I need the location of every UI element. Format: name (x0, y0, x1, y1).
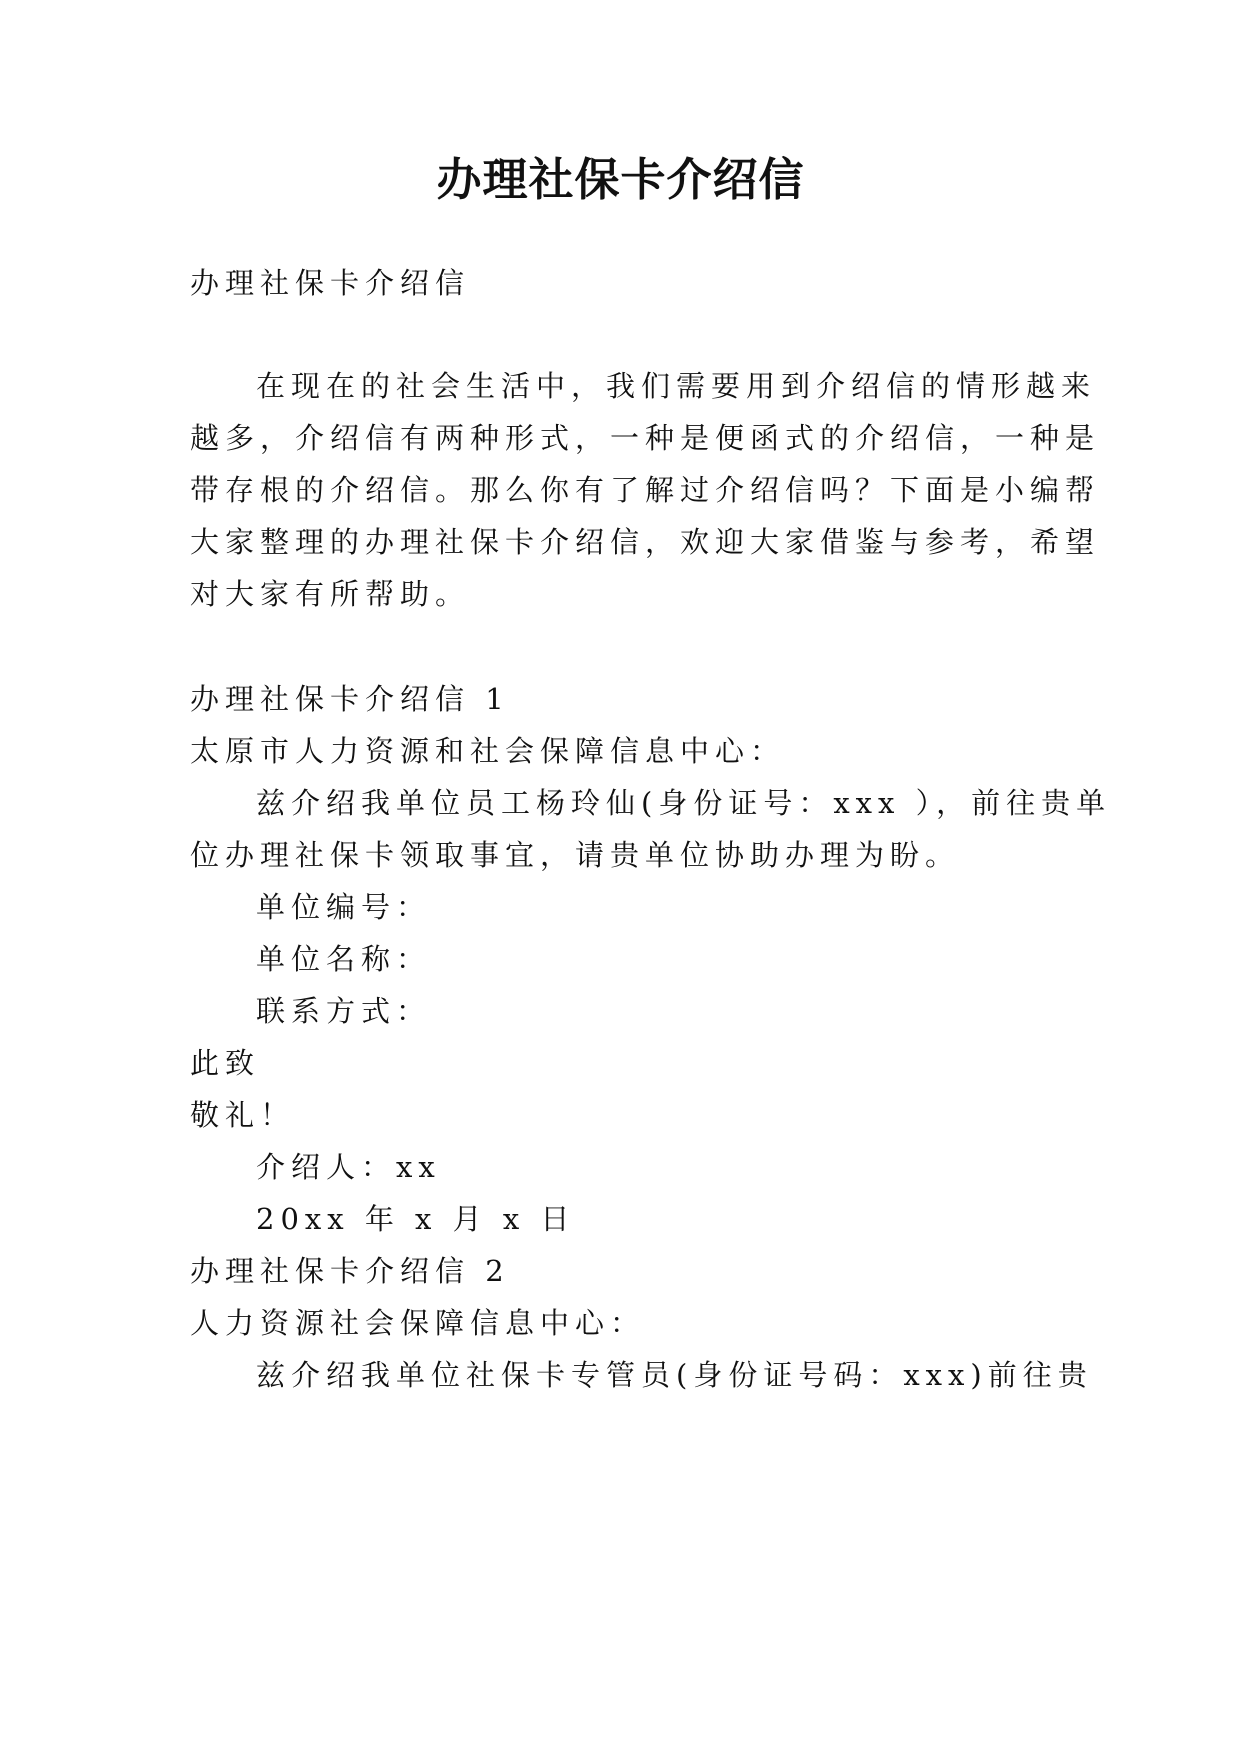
document-title: 办理社保卡介绍信 (436, 153, 805, 206)
letter1-unit-code: 单位编号： (256, 890, 432, 924)
letter1-recipient: 太原市人力资源和社会保障信息中心： (190, 734, 786, 768)
letter1-body-line-1: 兹介绍我单位员工杨玲仙(身份证号：xxx ），前往贵单 (256, 786, 1112, 820)
letter1-heading: 办理社保卡介绍信 1 (190, 682, 510, 716)
letter1-closing-2: 敬礼！ (190, 1098, 296, 1132)
intro-line-3: 带存根的介绍信。那么你有了解过介绍信吗？下面是小编帮 (190, 473, 1101, 507)
intro-line-1: 在现在的社会生活中，我们需要用到介绍信的情形越来 (256, 369, 1097, 403)
letter1-unit-name: 单位名称： (256, 942, 432, 976)
letter2-recipient: 人力资源社会保障信息中心： (190, 1306, 646, 1340)
letter1-body-line-2: 位办理社保卡领取事宜，请贵单位协助办理为盼。 (190, 838, 961, 872)
intro-line-5: 对大家有所帮助。 (190, 577, 471, 611)
letter1-introducer: 介绍人：xx (256, 1150, 441, 1184)
letter2-body-line-1: 兹介绍我单位社保卡专管员(身份证号码：xxx)前往贵 (256, 1358, 1093, 1392)
letter2-heading: 办理社保卡介绍信 2 (190, 1254, 510, 1288)
intro-line-4: 大家整理的办理社保卡介绍信，欢迎大家借鉴与参考，希望 (190, 525, 1101, 559)
document-subtitle: 办理社保卡介绍信 (190, 266, 471, 300)
intro-line-2: 越多，介绍信有两种形式，一种是便函式的介绍信，一种是 (190, 421, 1101, 455)
letter1-contact: 联系方式： (256, 994, 432, 1028)
letter1-date: 20xx 年 x 月 x 日 (256, 1202, 576, 1236)
letter1-closing-1: 此致 (190, 1046, 261, 1080)
